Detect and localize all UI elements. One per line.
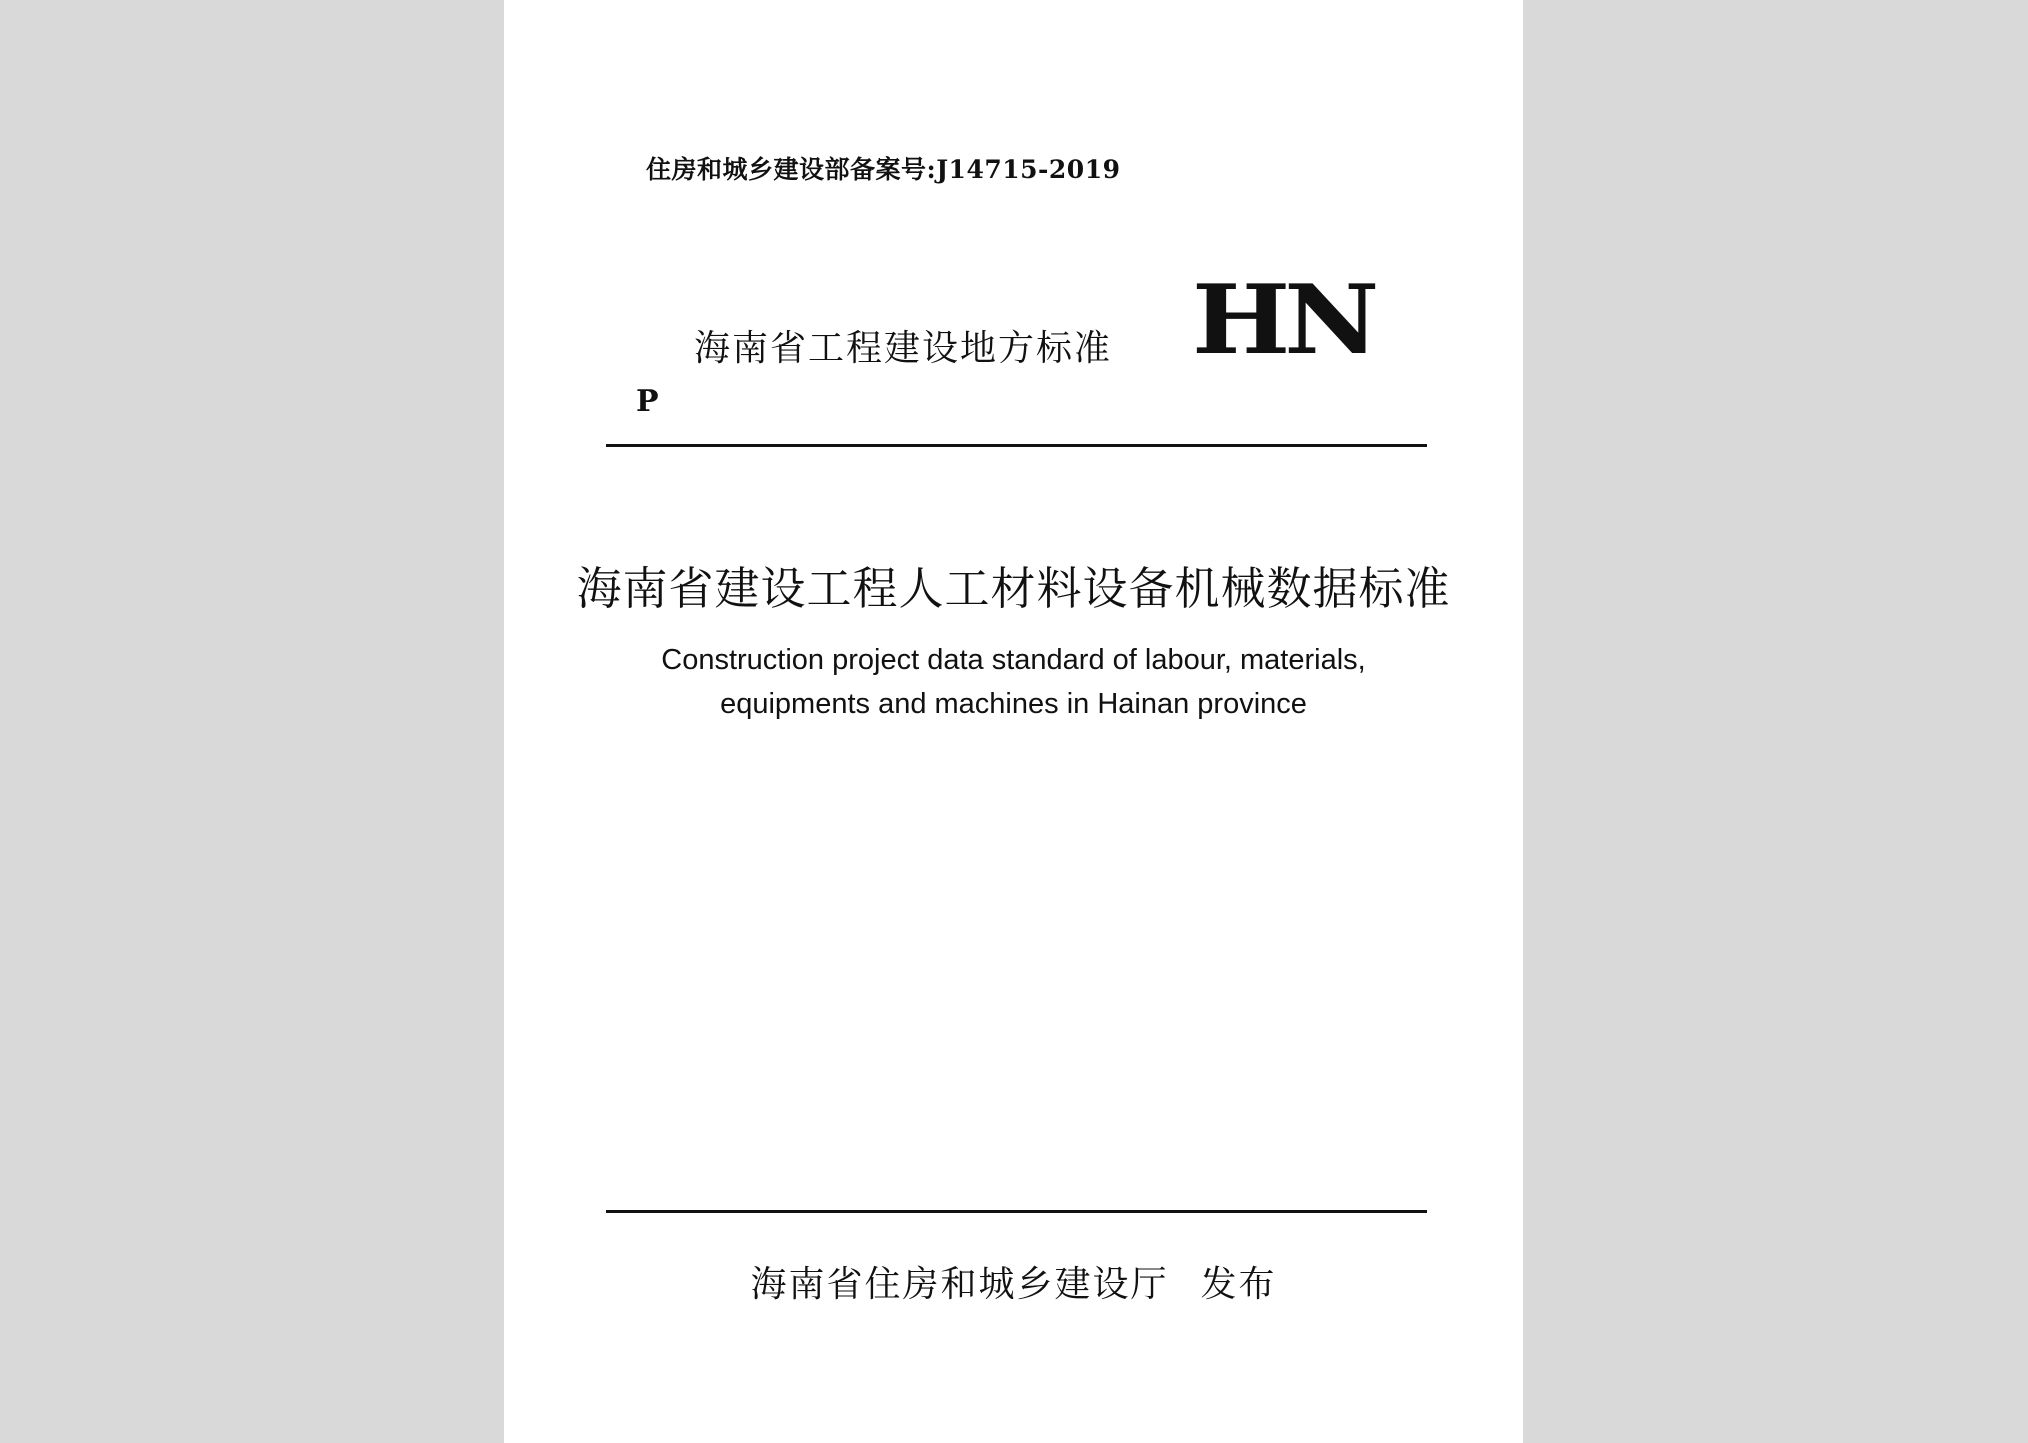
publisher-name: 海南省住房和城乡建设厅	[750, 1264, 1169, 1305]
hn-logo: HN	[1192, 262, 1374, 376]
title-english-line-2: equipments and machines in Hainan province	[720, 688, 1307, 720]
publish-word: 发布	[1200, 1264, 1277, 1305]
title-english	[504, 638, 1523, 726]
standard-category: 海南省工程建设地方标准	[694, 328, 1113, 369]
record-number: 住房和城乡建设部备案号:J14715-2019	[646, 155, 1121, 184]
title-english-line-1: Construction project data standard of labour, materials,	[661, 644, 1366, 676]
document-cover-page	[504, 0, 1523, 1443]
class-code: P	[636, 384, 659, 419]
publisher-line	[504, 1256, 1523, 1307]
title-chinese: 海南省建设工程人工材料设备机械数据标准	[576, 562, 1451, 615]
bottom-divider	[606, 1210, 1427, 1213]
top-divider	[606, 444, 1427, 447]
